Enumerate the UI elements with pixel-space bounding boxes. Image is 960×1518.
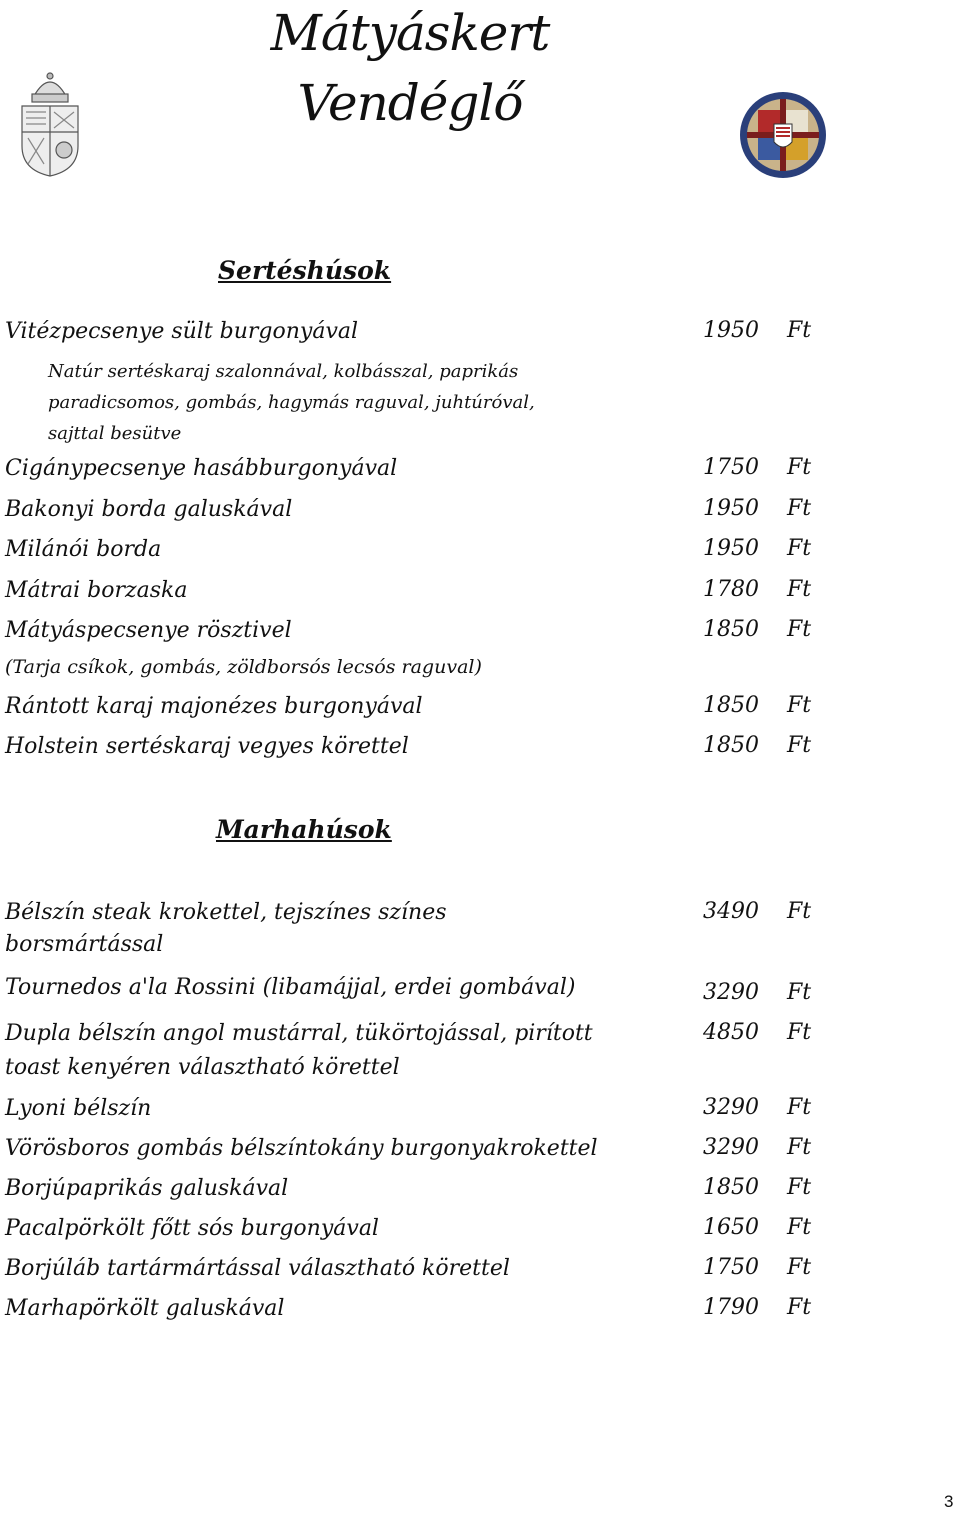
item-name: Marhapörkölt galuskával: [5, 1296, 285, 1321]
restaurant-name: Mátyáskert: [270, 4, 550, 62]
round-emblem-icon: [738, 90, 828, 180]
item-name: Vörösboros gombás bélszíntokány burgonyakrokettel: [5, 1136, 598, 1161]
item-price: 1780: [703, 577, 759, 602]
item-currency: Ft: [787, 318, 812, 343]
item-currency: Ft: [787, 1020, 812, 1045]
item-currency: Ft: [787, 536, 812, 561]
item-name: Milánói borda: [5, 537, 162, 562]
item-currency: Ft: [787, 577, 812, 602]
item-currency: Ft: [787, 496, 812, 521]
item-price: 1750: [703, 455, 759, 480]
item-description-line: sajttal besütve: [48, 423, 182, 444]
item-currency: Ft: [787, 617, 812, 642]
section-title-pork: Sertéshúsok: [218, 256, 392, 285]
item-price: 3290: [703, 1135, 759, 1160]
item-price: 1950: [703, 496, 759, 521]
section-title-beef: Marhahúsok: [216, 815, 392, 844]
item-price: 1790: [703, 1295, 759, 1320]
item-name: Pacalpörkölt főtt sós burgonyával: [5, 1216, 379, 1241]
item-description-line: Natúr sertéskaraj szalonnával, kolbásszal, paprikás: [48, 361, 519, 382]
item-currency: Ft: [787, 980, 812, 1005]
item-name: Vitézpecsenye sült burgonyával: [5, 319, 359, 344]
item-currency: Ft: [787, 1255, 812, 1280]
item-price: 1750: [703, 1255, 759, 1280]
item-price: 1950: [703, 536, 759, 561]
item-price: 3490: [703, 899, 759, 924]
item-currency: Ft: [787, 733, 812, 758]
item-price: 1850: [703, 1175, 759, 1200]
item-price: 1650: [703, 1215, 759, 1240]
item-price: 1950: [703, 318, 759, 343]
item-price: 1850: [703, 617, 759, 642]
item-currency: Ft: [787, 1215, 812, 1240]
item-currency: Ft: [787, 693, 812, 718]
item-name: Bakonyi borda galuskával: [5, 497, 293, 522]
item-currency: Ft: [787, 455, 812, 480]
item-name: Mátrai borzaska: [5, 578, 188, 603]
restaurant-subtitle: Vendéglő: [297, 74, 523, 132]
item-currency: Ft: [787, 899, 812, 924]
item-name: Dupla bélszín angol mustárral, tükörtojással, pirított: [5, 1021, 593, 1046]
item-price: 3290: [703, 1095, 759, 1120]
item-currency: Ft: [787, 1135, 812, 1160]
item-name: Cigánypecsenye hasábburgonyával: [5, 456, 398, 481]
item-name: Bélszín steak krokettel, tejszínes színes: [5, 900, 447, 925]
item-name-line2: borsmártással: [5, 932, 164, 957]
coat-of-arms-icon: [14, 66, 86, 178]
item-name: Tournedos a'la Rossini (libamájjal, erdei gombával): [5, 975, 576, 1000]
item-name: Mátyáspecsenye rösztivel: [5, 618, 292, 643]
item-name: Holstein sertéskaraj vegyes körettel: [5, 734, 409, 759]
item-name: Rántott karaj majonézes burgonyával: [5, 694, 423, 719]
item-name: Borjúpaprikás galuskával: [5, 1176, 289, 1201]
item-currency: Ft: [787, 1175, 812, 1200]
item-price: 3290: [703, 980, 759, 1005]
item-name-line2: toast kenyéren választható körettel: [5, 1055, 400, 1080]
item-currency: Ft: [787, 1295, 812, 1320]
item-name: Lyoni bélszín: [5, 1096, 152, 1121]
item-price: 4850: [703, 1020, 759, 1045]
item-currency: Ft: [787, 1095, 812, 1120]
item-price: 1850: [703, 733, 759, 758]
page-number: 3: [944, 1492, 954, 1511]
item-note: (Tarja csíkok, gombás, zöldborsós lecsós raguval): [5, 656, 482, 678]
item-price: 1850: [703, 693, 759, 718]
item-description-line: paradicsomos, gombás, hagymás raguval, juhtúróval,: [48, 392, 535, 413]
item-name: Borjúláb tartármártással választható körettel: [5, 1256, 510, 1281]
